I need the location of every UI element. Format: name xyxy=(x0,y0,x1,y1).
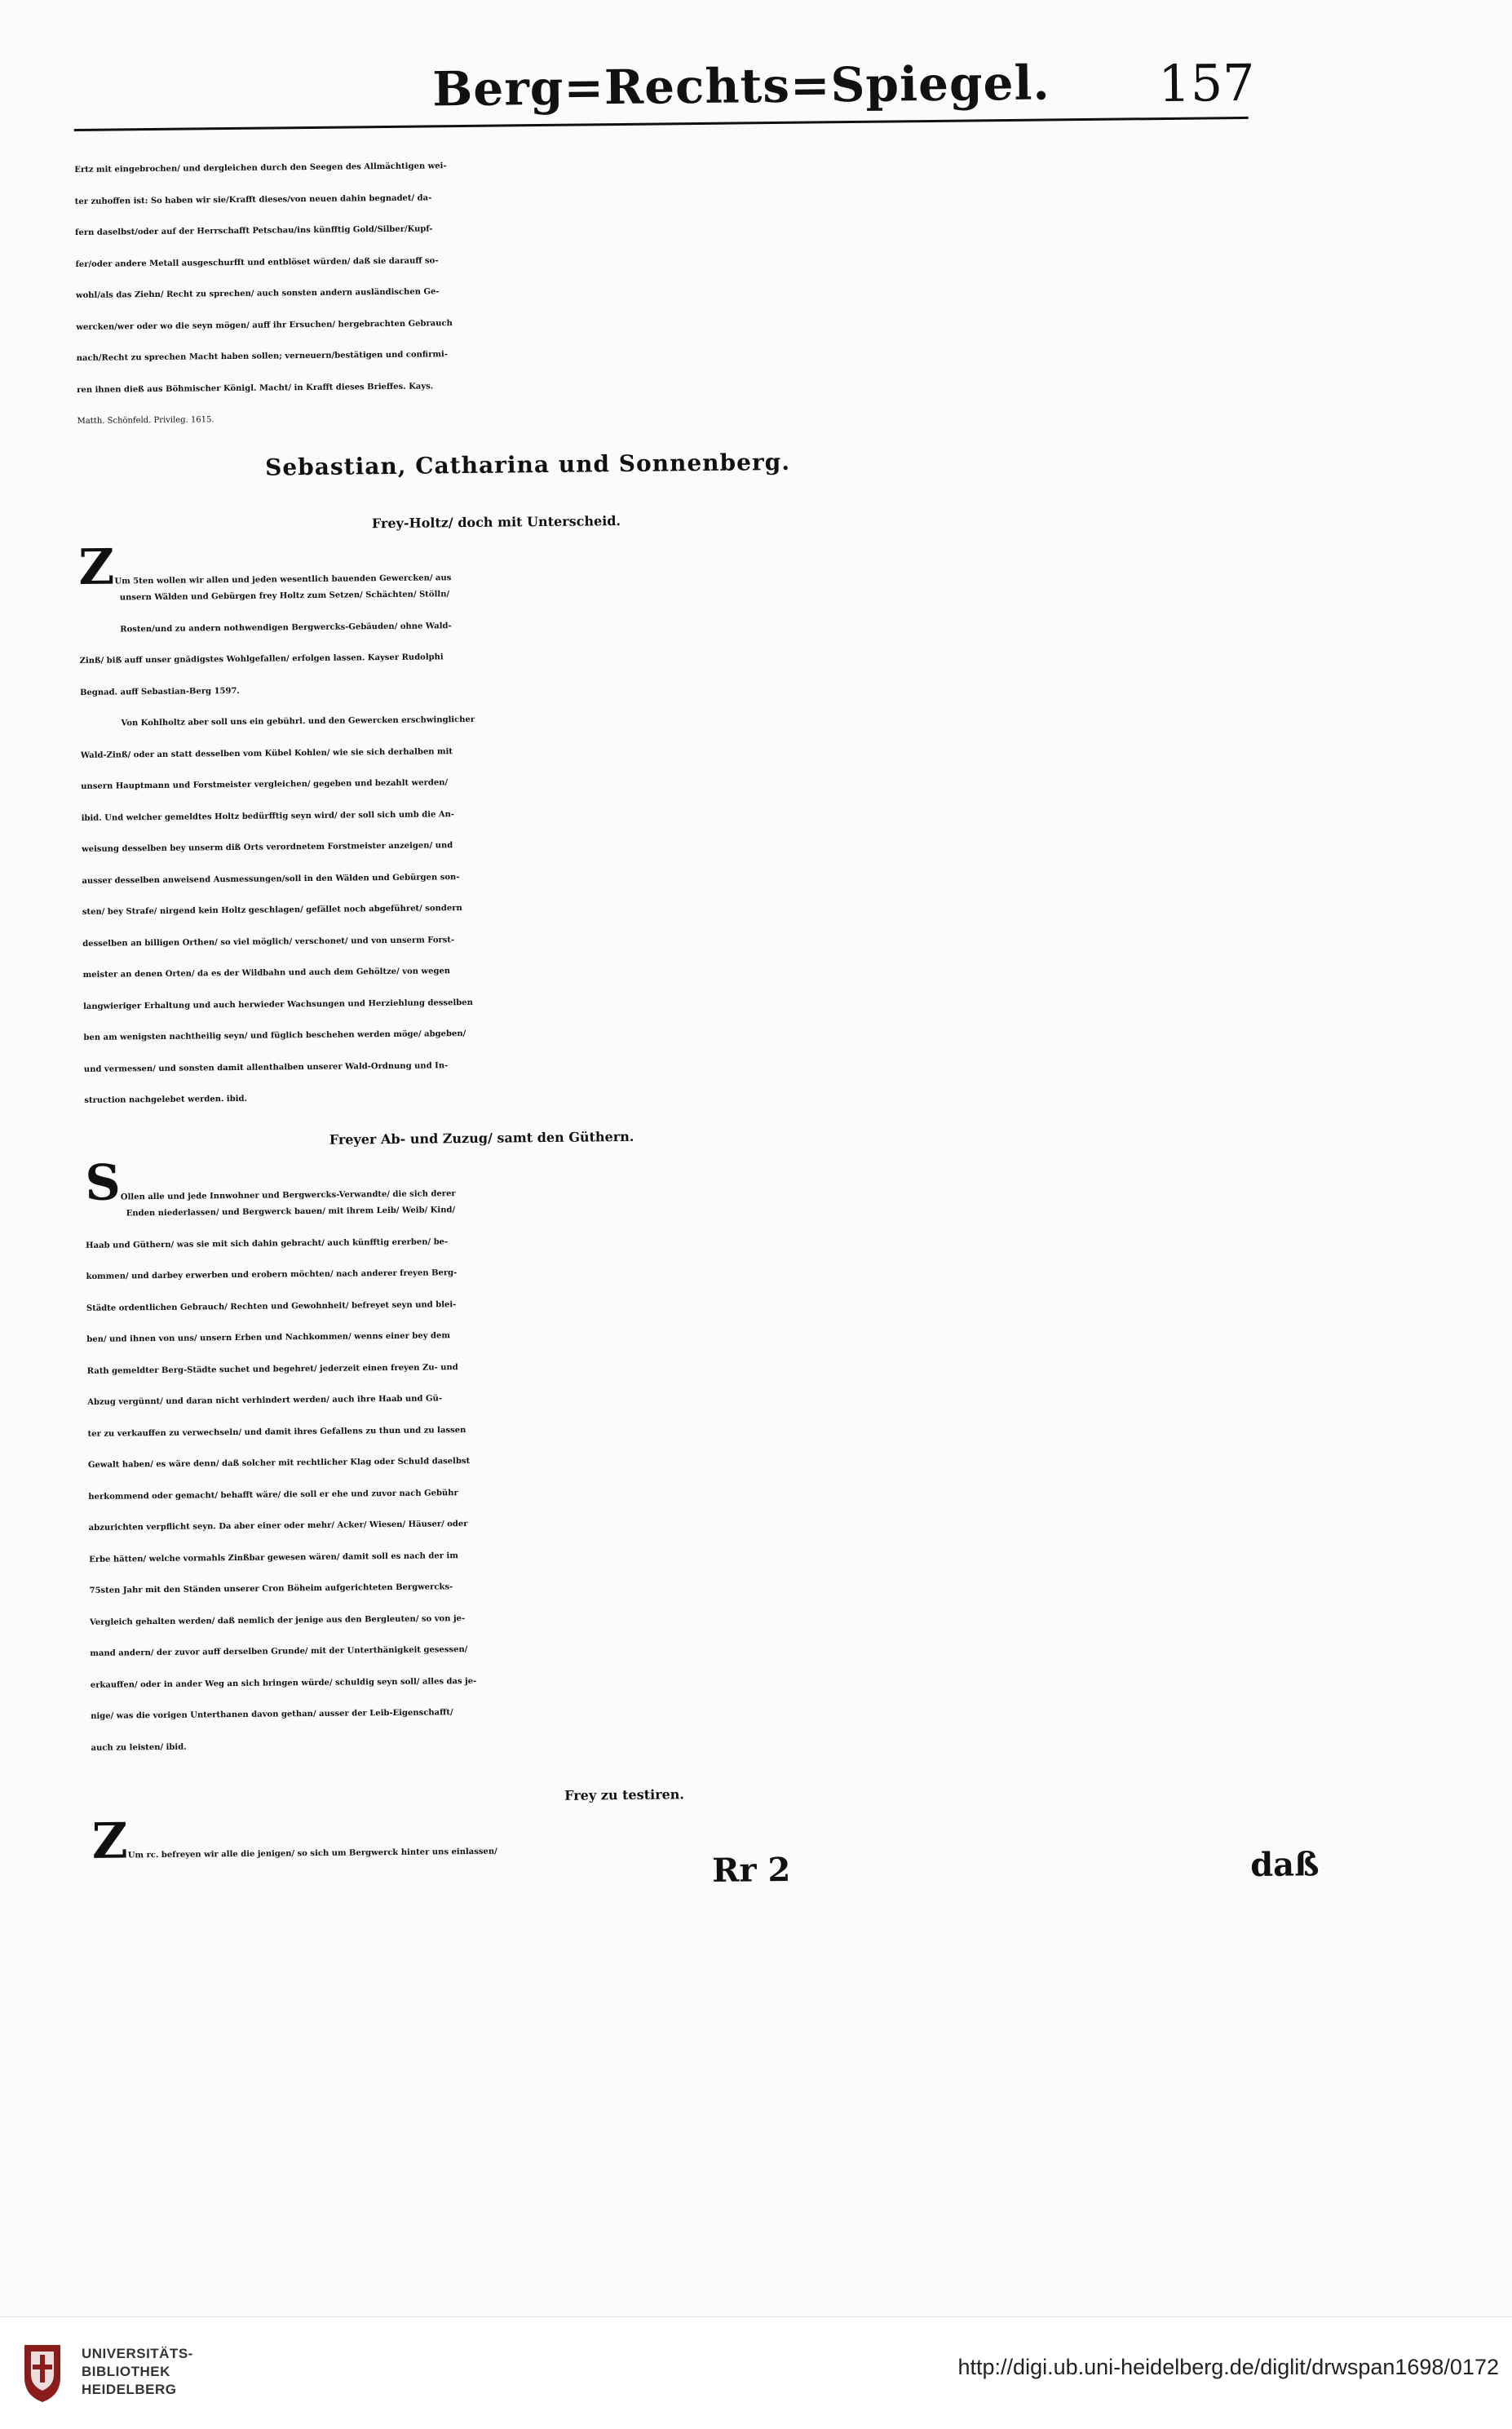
text-line: ter zu verkauffen zu verwechseln/ und damit ihres Gefallens zu thun und zu lassen xyxy=(87,1425,466,1439)
text-line: struction nachgelebet werden. ibid. xyxy=(84,1094,248,1105)
text-line-content: Ollen alle und jede Innwohner und Bergwercks-Verwandte/ die sich derer xyxy=(120,1188,456,1201)
header-rule xyxy=(74,117,1249,131)
text-line: Abzug vergünnt/ und daran nicht verhindert werden/ auch ihre Haab und Gü- xyxy=(87,1394,443,1407)
text-line: Haab und Güthern/ was sie mit sich dahin gebracht/ auch künfftig ererben/ be- xyxy=(86,1237,449,1250)
text-line: unsern Hauptmann und Forstmeister vergleichen/ gegeben und bezahlt werden/ xyxy=(81,778,449,791)
text-line: Wald-Zinß/ oder an statt desselben vom Kübel Kohlen/ wie sie sich derhalben mit xyxy=(80,746,453,760)
text-line: herkommend oder gemacht/ behafft wäre/ die soll er ehe und zuvor nach Gebühr xyxy=(88,1488,458,1502)
text-line: desselben an billigen Orthen/ so viel möglich/ verschonet/ und von unserm Forst- xyxy=(82,935,455,949)
source-url-link[interactable]: http://digi.ub.uni-heidelberg.de/diglit/drwspan1698/0172 xyxy=(957,2355,1499,2379)
text-line: Von Kohlholtz aber soll uns ein gebührl. und den Gewercken erschwinglicher xyxy=(121,715,475,728)
drop-capital-z: Z xyxy=(91,1812,128,1870)
text-line: meister an denen Orten/ da es der Wildbahn und auch dem Gehöltze/ von wegen xyxy=(82,967,451,980)
text-line: mand andern/ der zuvor auff derselben Grunde/ mit der Unterthänigkeit gesessen/ xyxy=(90,1645,468,1658)
text-line: und vermessen/ und sonsten damit allenthalben unserer Wald-Ordnung und In- xyxy=(83,1060,449,1074)
page-header xyxy=(73,52,1298,155)
text-line-content: Um 5ten wollen wir allen und jeden wesentlich bauenden Gewercken/ aus xyxy=(114,573,452,586)
text-line: ausser desselben anweisend Ausmessungen/soll in den Wälden und Gebürgen son- xyxy=(82,872,460,886)
text-line: auch zu leisten/ ibid. xyxy=(91,1742,187,1753)
paragraph-4 xyxy=(85,1155,1315,1764)
text-line: Erbe hätten/ welche vormahls Zinßbar gewesen wären/ damit soll es nach der im xyxy=(89,1551,458,1564)
heading-frey-holtz: Frey-Holtz/ doch mit Unterscheid. xyxy=(371,512,621,531)
printed-text-block xyxy=(73,52,1320,1898)
text-line: kommen/ und darbey erwerben und erobern möchten/ nach anderer freyen Berg- xyxy=(86,1268,458,1281)
library-name xyxy=(82,2345,193,2399)
text-line: Rosten/und zu andern nothwendigen Bergwercks-Gebäuden/ ohne Wald- xyxy=(120,621,452,634)
text-line: ben/ und ihnen von uns/ unsern Erben und Nachkommen/ wenns einer bey dem xyxy=(86,1331,450,1344)
drop-capital-z: Z xyxy=(78,538,115,596)
text-line: nige/ was die vorigen Unterthanen davon gethan/ ausser der Leib-Eigenschafft/ xyxy=(91,1708,453,1721)
heading-frey-testiren: Frey zu testiren. xyxy=(564,1786,685,1803)
text-line: nach/Recht zu sprechen Macht haben sollen; verneuern/bestätigen und confirmi- xyxy=(76,350,449,363)
citation: Matth. Schönfeld. Privileg. 1615. xyxy=(77,415,214,426)
text-line: ren ihnen dieß aus Böhmischer Königl. Macht/ in Krafft dieses Brieffes. Kays. xyxy=(77,381,434,395)
library-name-line: HEIDELBERG xyxy=(82,2382,177,2397)
text-line: weisung desselben bey unserm diß Orts verordnetem Forstmeister anzeigen/ und xyxy=(82,841,453,854)
text-line: sten/ bey Strafe/ nirgend kein Holtz geschlagen/ gefället noch abgeführet/ sondern xyxy=(82,904,462,917)
drop-capital-s: S xyxy=(84,1153,122,1212)
text-line: Gewalt haben/ es wäre denn/ daß solcher mit rechtlicher Klag oder Schuld daselbst xyxy=(87,1457,471,1470)
text-line: langwieriger Erhaltung und auch herwieder Wachsungen und Herziehlung desselben xyxy=(83,998,473,1011)
heading-freyer-abzug: Freyer Ab- und Zuzug/ samt den Güthern. xyxy=(329,1128,634,1148)
text-line: 75sten Jahr mit den Ständen unserer Cron Böheim aufgerichteten Bergwercks- xyxy=(89,1582,453,1595)
page-number: 157 xyxy=(1157,52,1256,114)
text-line: ibid. Und welcher gemeldtes Holtz bedürfftig seyn wird/ der soll sich umb die An- xyxy=(81,809,455,823)
text-line: Städte ordentlichen Gebrauch/ Rechten und Gewohnheit/ befreyet seyn und blei- xyxy=(86,1299,457,1313)
section-title: Sebastian, Catharina und Sonnenberg. xyxy=(264,448,791,481)
text-line: erkauffen/ oder in ander Weg an sich bringen würde/ schuldig seyn soll/ alles das je- xyxy=(90,1676,477,1690)
library-name-line: UNIVERSITÄTS- xyxy=(82,2346,193,2361)
digitization-footer xyxy=(0,2316,1512,2429)
running-title: Berg=Rechts=Spiegel. xyxy=(431,55,1050,117)
catchword: daß xyxy=(1249,1844,1320,1884)
text-line-content: Um rc. befreyen wir alle die jenigen/ so sich um Bergwerck hinter uns einlassen/ xyxy=(127,1847,497,1860)
signature-mark: Rr 2 xyxy=(711,1850,791,1890)
text-line: Enden niederlassen/ und Bergwerck bauen/ mit ihrem Leib/ Weib/ Kind/ xyxy=(126,1206,456,1219)
text-line: fern daselbst/oder auf der Herrschafft Petschau/ins künfftig Gold/Silber/Kupf- xyxy=(75,224,433,237)
library-name-line: BIBLIOTHEK xyxy=(82,2364,170,2379)
text-line: wohl/als das Ziehn/ Recht zu sprechen/ auch sonsten andern ausländischen Ge- xyxy=(75,287,440,300)
text-line: abzurichten verpflicht seyn. Da aber einer oder mehr/ Acker/ Wiesen/ Häuser/ oder xyxy=(88,1520,468,1533)
text-line: ter zuhoffen ist: So haben wir sie/Krafft dieses/von neuen dahin begnadet/ da- xyxy=(74,192,432,206)
text-line: Begnad. auff Sebastian-Berg 1597. xyxy=(79,686,240,697)
text-line: wercken/wer oder wo die seyn mögen/ auff ihr Ersuchen/ hergebrachten Gebrauch xyxy=(76,318,453,332)
text-line: Zinß/ biß auff unser gnädigstes Wohlgefallen/ erfolgen lassen. Kayser Rudolphi xyxy=(79,653,444,666)
text-line: unsern Wälden und Gebürgen frey Holtz zum Setzen/ Schächten/ Stölln/ xyxy=(119,590,450,603)
text-line: Ertz mit eingebrochen/ und dergleichen durch den Seegen des Allmächtigen wei- xyxy=(74,161,447,175)
paragraph-2 xyxy=(78,539,1303,709)
text-line: ben am wenigsten nachtheilig seyn/ und füglich beschehen werden möge/ abgeben/ xyxy=(83,1029,466,1042)
paragraph-3 xyxy=(80,696,1307,1117)
text-line: Vergleich gehalten werden/ daß nemlich der jenige aus den Bergleuten/ so von je- xyxy=(89,1613,466,1627)
heidelberg-seal-icon xyxy=(18,2340,67,2405)
text-line: fer/oder andere Metall ausgeschurfft und entblöset würden/ daß sie darauff so- xyxy=(75,255,439,269)
paragraph-1 xyxy=(74,142,1301,437)
text-line: Rath gemeldter Berg-Städte suchet und begehret/ jederzeit einen freyen Zu- und xyxy=(86,1362,458,1376)
